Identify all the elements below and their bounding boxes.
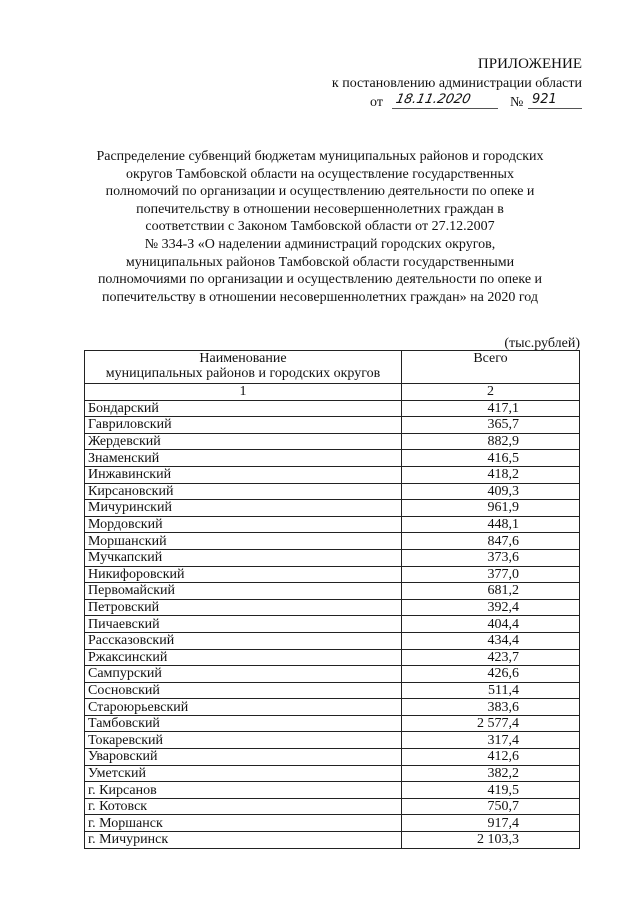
district-name: г. Мичуринск xyxy=(85,832,402,849)
district-total: 404,4 xyxy=(402,616,580,633)
district-total: 511,4 xyxy=(402,682,580,699)
district-name: Гавриловский xyxy=(85,417,402,434)
district-name: Уметский xyxy=(85,765,402,782)
title-line: муниципальных районов Тамбовской области государственными xyxy=(125,254,515,270)
table-row xyxy=(85,699,580,716)
number-underline xyxy=(528,108,582,109)
table-row xyxy=(85,599,580,616)
district-name: Кирсановский xyxy=(85,483,402,500)
column-number-2: 2 xyxy=(402,384,580,401)
table-row xyxy=(85,832,580,849)
table-row xyxy=(85,400,580,417)
table-row xyxy=(85,483,580,500)
district-total: 409,3 xyxy=(402,483,580,500)
title-line: № 334-З «О наделении администраций городских округов, xyxy=(144,236,496,252)
district-name: Знаменский xyxy=(85,450,402,467)
district-total: 417,1 xyxy=(402,400,580,417)
table-row xyxy=(85,549,580,566)
district-total: 434,4 xyxy=(402,632,580,649)
table-row xyxy=(85,732,580,749)
title-line: полномочий по организации и осуществлению деятельности по опеке и xyxy=(105,184,535,200)
district-name: Бондарский xyxy=(85,400,402,417)
column-header-name xyxy=(85,351,402,384)
table-row xyxy=(85,616,580,633)
district-total: 917,4 xyxy=(402,815,580,832)
appendix-subtitle: к постановлению администрации области xyxy=(331,76,582,91)
district-name: Рассказовский xyxy=(85,632,402,649)
district-name: г. Моршанск xyxy=(85,815,402,832)
title-line: попечительству в отношении несовершеннолетних граждан в xyxy=(136,201,504,217)
column-number-1: 1 xyxy=(85,384,402,401)
district-total: 317,4 xyxy=(402,732,580,749)
table-row xyxy=(85,417,580,434)
district-name: Никифоровский xyxy=(85,566,402,583)
table-row xyxy=(85,433,580,450)
table-row xyxy=(85,533,580,550)
district-name: Тамбовский xyxy=(85,715,402,732)
district-name: Жердевский xyxy=(85,433,402,450)
decree-reference xyxy=(362,92,582,110)
table-row xyxy=(85,516,580,533)
district-total: 2 577,4 xyxy=(402,715,580,732)
district-name: Мучкапский xyxy=(85,549,402,566)
district-total: 365,7 xyxy=(402,417,580,434)
title-line: полномочиями по организации и осуществлению деятельности по опеке и xyxy=(97,272,543,288)
district-total: 392,4 xyxy=(402,599,580,616)
title-line: соответствии с Законом Тамбовской области от 27.12.2007 xyxy=(145,219,495,235)
table-row xyxy=(85,749,580,766)
district-total: 961,9 xyxy=(402,500,580,517)
district-total: 426,6 xyxy=(402,666,580,683)
table-row xyxy=(85,649,580,666)
number-label: № xyxy=(510,95,524,110)
decree-number: 921 xyxy=(532,92,557,107)
district-total: 847,6 xyxy=(402,533,580,550)
appendix-title: ПРИЛОЖЕНИЕ xyxy=(477,56,582,72)
district-name: г. Котовск xyxy=(85,798,402,815)
district-total: 382,2 xyxy=(402,765,580,782)
table-row xyxy=(85,666,580,683)
district-name: Инжавинский xyxy=(85,466,402,483)
table-row xyxy=(85,632,580,649)
district-name: Мичуринский xyxy=(85,500,402,517)
district-total: 681,2 xyxy=(402,583,580,600)
header-name-line1: Наименование xyxy=(199,351,287,366)
district-name: Моршанский xyxy=(85,533,402,550)
district-name: г. Кирсанов xyxy=(85,782,402,799)
district-name: Сампурский xyxy=(85,666,402,683)
title-line: округов Тамбовской области на осуществление государственных xyxy=(126,166,514,182)
district-total: 448,1 xyxy=(402,516,580,533)
district-total: 750,7 xyxy=(402,798,580,815)
district-total: 377,0 xyxy=(402,566,580,583)
table-row xyxy=(85,765,580,782)
date-underline xyxy=(392,108,498,109)
table-row xyxy=(85,682,580,699)
district-name: Сосновский xyxy=(85,682,402,699)
document-title xyxy=(80,148,560,306)
district-name: Мордовский xyxy=(85,516,402,533)
district-total: 373,6 xyxy=(402,549,580,566)
table-row xyxy=(85,583,580,600)
district-total: 383,6 xyxy=(402,699,580,716)
district-total: 418,2 xyxy=(402,466,580,483)
district-name: Уваровский xyxy=(85,749,402,766)
table-row xyxy=(85,782,580,799)
district-name: Ржаксинский xyxy=(85,649,402,666)
district-name: Пичаевский xyxy=(85,616,402,633)
table-row xyxy=(85,798,580,815)
district-name: Токаревский xyxy=(85,732,402,749)
district-total: 882,9 xyxy=(402,433,580,450)
decree-date: 18.11.2020 xyxy=(394,92,473,107)
table-row xyxy=(85,500,580,517)
table-row xyxy=(85,566,580,583)
table-row xyxy=(85,815,580,832)
title-line: Распределение субвенций бюджетам муниципальных районов и городских xyxy=(96,149,544,164)
unit-label: (тыс.рублей) xyxy=(504,336,580,351)
district-total: 2 103,3 xyxy=(402,832,580,849)
table-row xyxy=(85,715,580,732)
header-name-line2: муниципальных районов и городских округов xyxy=(105,366,381,381)
column-header-total: Всего xyxy=(402,351,580,384)
district-total: 412,6 xyxy=(402,749,580,766)
district-name: Первомайский xyxy=(85,583,402,600)
district-total: 423,7 xyxy=(402,649,580,666)
table-row xyxy=(85,450,580,467)
district-name: Петровский xyxy=(85,599,402,616)
district-total: 416,5 xyxy=(402,450,580,467)
from-label: от xyxy=(370,95,383,110)
table-row xyxy=(85,466,580,483)
district-total: 419,5 xyxy=(402,782,580,799)
district-name: Староюрьевский xyxy=(85,699,402,716)
title-line: попечительству в отношении несовершеннолетних граждан» на 2020 год xyxy=(102,289,538,305)
subsidy-table xyxy=(84,350,580,849)
